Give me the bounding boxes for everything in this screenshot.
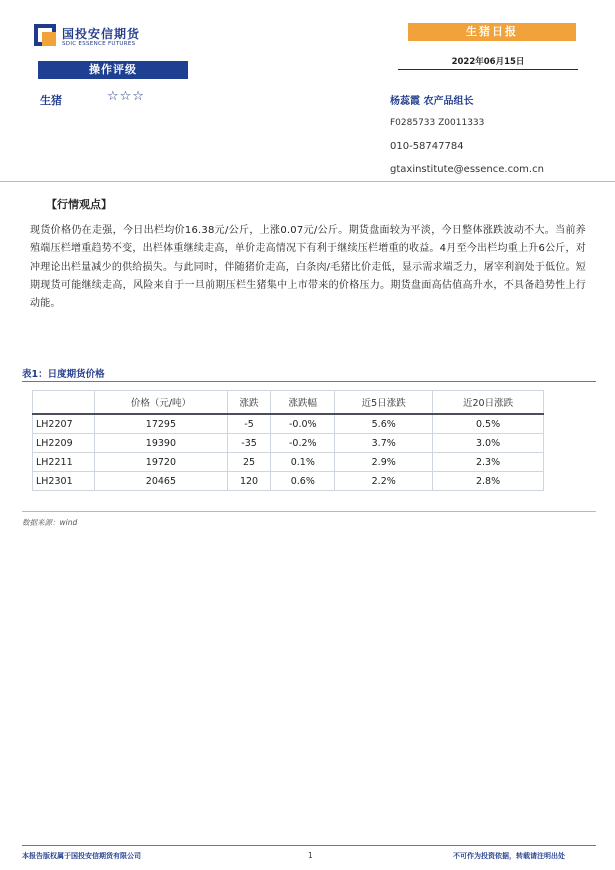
change-cell: 25 [227,453,270,472]
author-name: 杨蕊霞 农产品组长 [390,96,474,107]
section-title: 【行情观点】 [46,198,112,211]
header-divider [0,181,615,182]
report-type-badge: 生猪日报 [408,23,576,41]
change-pct-cell: 0.1% [271,453,335,472]
header-cell: 价格（元/吨） [95,391,228,415]
price-cell: 17295 [95,414,228,434]
change-20d-cell: 0.5% [433,414,544,434]
change-cell: 120 [227,472,270,491]
author-certificate: F0285733 Z0011333 [390,118,485,128]
company-logo-icon [34,24,56,46]
table-caption: 表1：日度期货价格 [22,369,105,380]
market-view-text: 现货价格仍在走强，今日出栏均价16.38元/公斤，上涨0.07元/公斤。期货盘面较为平淡，今日整体涨跌波动不大。当前养殖端压栏增重趋势不变，出栏体重继续走高，单价走高情况下有利于继续压栏增重的收益。4月至今出栏均重上升6公斤，对冲理论出栏量减少的供给损失。与此同时，伴随猪价走高，白条肉/毛猪比价走低，显示需求端乏力，屠宰利润处于低位。短期现货可能继续走高，风险来自于一旦前期压栏生猪集中上市带来的价格压力。期货盘面高估值高升水，不具备趋势性上行动能。 [30,225,586,310]
author-phone: 010-58747784 [390,141,464,152]
change-20d-cell: 2.8% [433,472,544,491]
change-5d-cell: 2.2% [335,472,433,491]
contract-code: LH2209 [33,434,95,453]
footer-disclaimer: 不可作为投资依据，转载请注明出处 [453,852,565,860]
data-source: 数据来源：wind [22,518,78,527]
change-cell: -5 [227,414,270,434]
header-cell: 近5日涨跌 [335,391,433,415]
logo-name-cn: 国投安信期货 [62,27,141,41]
header-cell: 近20日涨跌 [433,391,544,415]
table-header-row [33,391,544,415]
price-cell: 19720 [95,453,228,472]
table-caption-rule [22,381,596,382]
source-divider [22,511,596,512]
table-row [33,472,544,491]
footer-divider [22,845,596,846]
change-20d-cell: 3.0% [433,434,544,453]
price-cell: 20465 [95,472,228,491]
header-cell: 涨跌幅 [271,391,335,415]
contract-code: LH2211 [33,453,95,472]
table-row [33,434,544,453]
change-pct-cell: -0.2% [271,434,335,453]
product-name: 生猪 [40,94,62,107]
futures-price-table [32,390,544,491]
price-cell: 19390 [95,434,228,453]
header-cell: 涨跌 [227,391,270,415]
rating-label-bar: 操作评级 [38,61,188,79]
table-row [33,453,544,472]
footer-copyright: 本报告版权属于国投安信期货有限公司 [22,852,141,860]
contract-code: LH2207 [33,414,95,434]
report-date: 2022年06月15日 [398,55,578,70]
logo-name-en: SDIC ESSENCE FUTURES [62,41,136,47]
author-email[interactable]: gtaxinstitute@essence.com.cn [390,164,544,175]
table-row [33,414,544,434]
change-5d-cell: 2.9% [335,453,433,472]
rating-stars-icon: ☆☆☆ [107,89,145,104]
header-cell [33,391,95,415]
change-20d-cell: 2.3% [433,453,544,472]
change-5d-cell: 5.6% [335,414,433,434]
change-5d-cell: 3.7% [335,434,433,453]
change-cell: -35 [227,434,270,453]
change-pct-cell: 0.6% [271,472,335,491]
change-pct-cell: -0.0% [271,414,335,434]
contract-code: LH2301 [33,472,95,491]
page-number: 1 [308,851,313,860]
